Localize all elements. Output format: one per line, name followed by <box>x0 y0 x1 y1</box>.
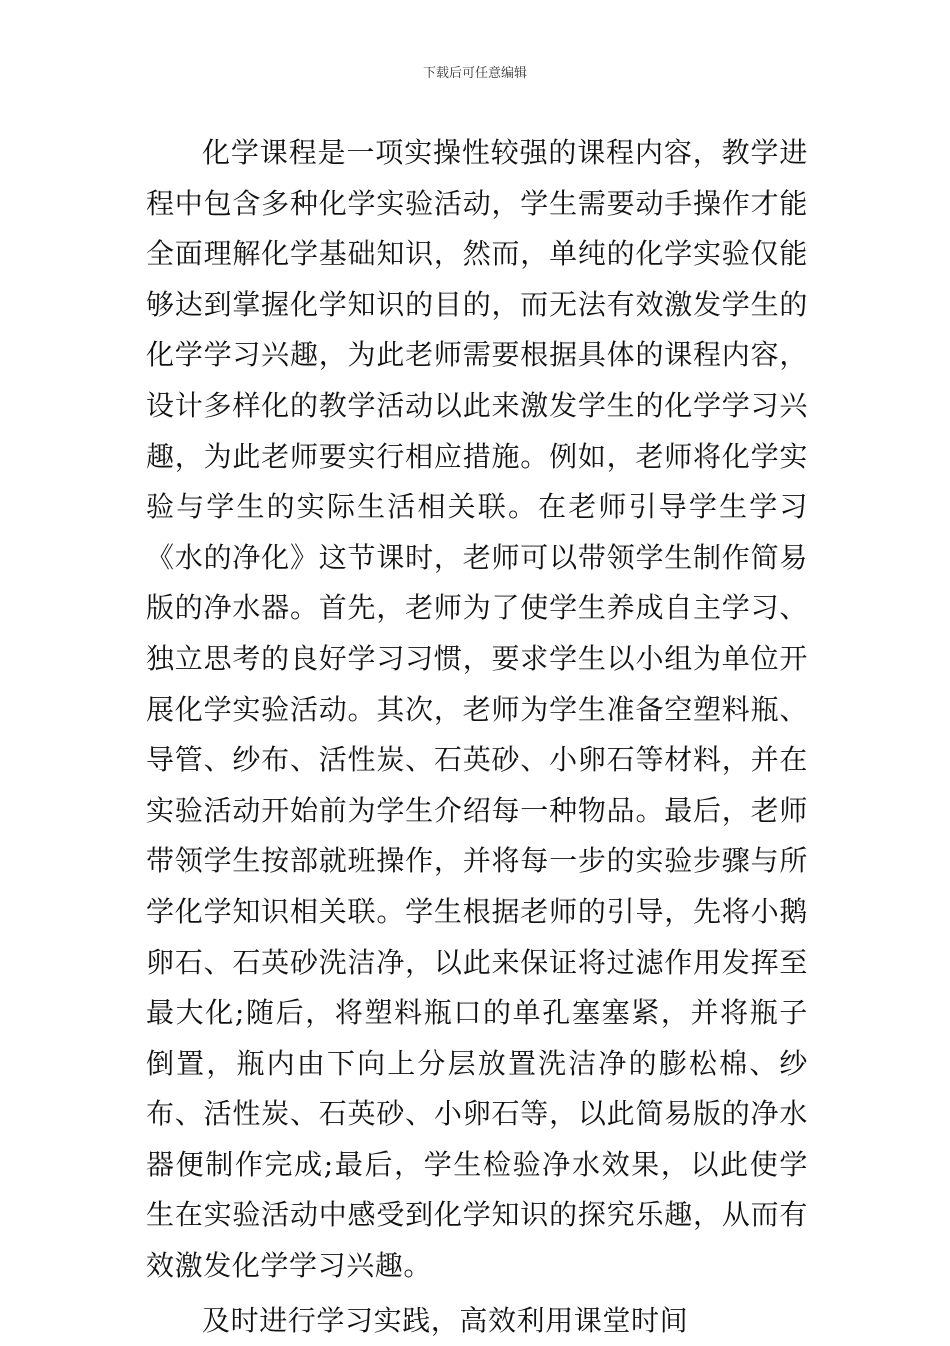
document-body <box>146 128 808 1346</box>
body-paragraph: 化学课程是一项实操性较强的课程内容，教学进程中包含多种化学实验活动，学生需要动手操作才能全面理解化学基础知识，然而，单纯的化学实验仅能够达到掌握化学知识的目的，而无法有效激发学生的化学学习兴趣，为此老师需要根据具体的课程内容，设计多样化的教学活动以此来激发学生的化学学习兴趣，为此老师要实行相应措施。例如，老师将化学实验与学生的实际生活相关联。在老师引导学生学习《水的净化》这节课时，老师可以带领学生制作简易版的净水器。首先，老师为了使学生养成自主学习、独立思考的良好学习习惯，要求学生以小组为单位开展化学实验活动。其次，老师为学生准备空塑料瓶、导管、纱布、活性炭、石英砂、小卵石等材料，并在实验活动开始前为学生介绍每一种物品。最后，老师带领学生按部就班操作，并将每一步的实验步骤与所学化学知识相关联。学生根据老师的引导，先将小鹅卵石、石英砂洗洁净，以此来保证将过滤作用发挥至最大化;随后，将塑料瓶口的单孔塞塞紧，并将瓶子倒置，瓶内由下向上分层放置洗洁净的膨松棉、纱布、活性炭、石英砂、小卵石等，以此简易版的净水器便制作完成;最后，学生检验净水效果，以此使学生在实验活动中感受到化学知识的探究乐趣，从而有效激发化学学习兴趣。 <box>146 136 808 1283</box>
section-heading: 及时进行学习实践，高效利用课堂时间 <box>202 1303 689 1337</box>
page-header-note: 下载后可任意编辑 <box>422 66 527 81</box>
